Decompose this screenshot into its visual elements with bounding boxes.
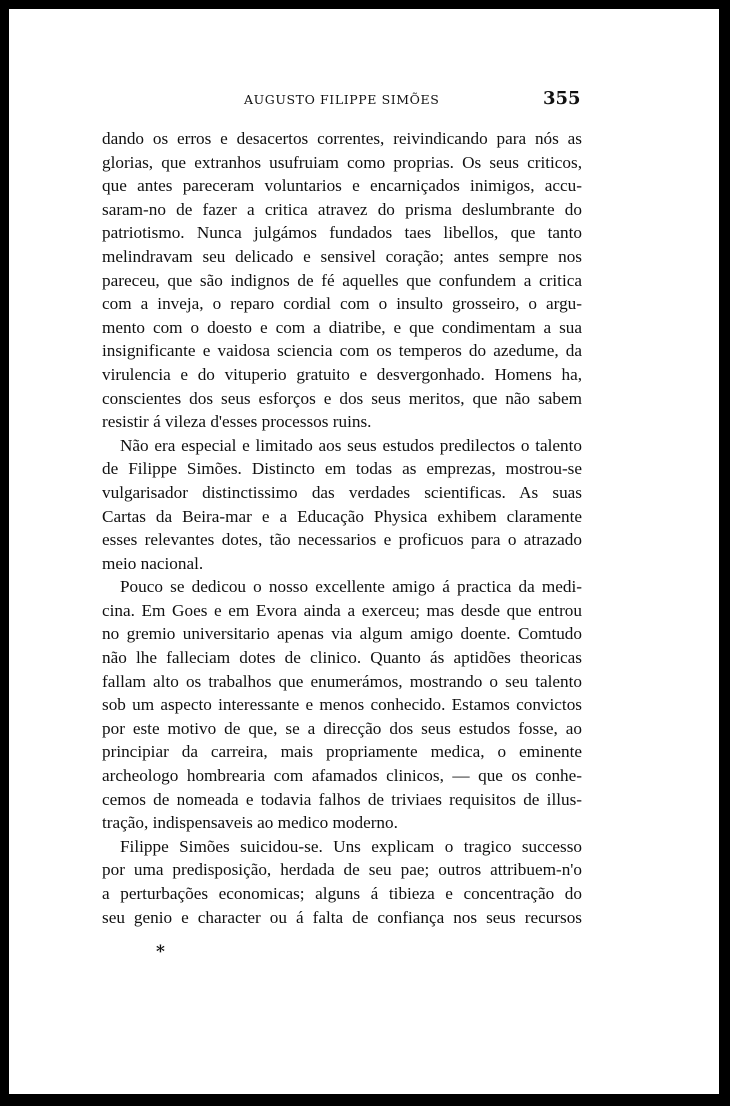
text-line: patriotismo. Nunca julgámos fundados taes libellos, que tanto (102, 223, 582, 243)
text-line: archeologo hombrearia com afamados clinicos, — que os conhe- (102, 766, 582, 786)
text-line: insignificante e vaidosa sciencia com os temperos do azedume, da (102, 341, 582, 361)
text-line: seu genio e character ou á falta de confiança nos seus recursos (102, 907, 582, 927)
text-line: sob um aspecto interessante e menos conhecido. Estamos convictos (102, 695, 582, 715)
text-line: saram-no de fazer a critica atravez do prisma deslumbrante do (102, 199, 582, 219)
text-line: Pouco se dedicou o nosso excellente amigo á practica da medi- (120, 577, 582, 597)
book-page (9, 9, 719, 1094)
text-line: Filippe Simões suicidou-se. Uns explicam o tragico successo (120, 836, 582, 856)
text-line: meio nacional. (102, 553, 204, 573)
text-line: Cartas da Beira-mar e a Educação Physica exhibem claramente (102, 506, 582, 526)
text-line: fallam alto os trabalhos que enumerámos, mostrando o seu talento (102, 671, 582, 691)
text-line: principiar da carreira, mais propriamente medica, o eminente (102, 742, 582, 762)
text-line: cemos de nomeada e todavia falhos de triviaes requisitos de illus- (102, 789, 582, 809)
text-line: virulencia e do vituperio gratuito e desvergonhado. Homens ha, (102, 364, 582, 384)
text-line: com a inveja, o reparo cordial com o insulto grosseiro, o argu- (102, 294, 582, 314)
page-header (9, 88, 719, 112)
text-line: conscientes dos seus esforços e dos seus meritos, que não sabem (102, 388, 582, 408)
text-line: Não era especial e limitado aos seus estudos predilectos o talento (120, 435, 582, 455)
text-line: tração, indispensaveis ao medico moderno. (102, 813, 398, 833)
text-line: pareceu, que são indignos de fé aquelles que confundem a critica (102, 270, 582, 290)
text-line: glorias, que extranhos usufruiam como proprias. Os seus criticos, (102, 152, 582, 172)
text-line: cina. Em Goes e em Evora ainda a exerceu; mas desde que entrou (102, 600, 582, 620)
text-line: por uma predisposição, herdada de seu pae; outros attribuem-n'o (102, 860, 582, 880)
text-line: que antes pareceram voluntarios e encarniçados inimigos, accu- (102, 176, 582, 196)
text-line: dando os erros e desacertos correntes, reivindicando para nós as (102, 129, 582, 148)
text-line: no gremio universitario apenas via algum amigo doente. Comtudo (102, 624, 582, 644)
body-text (102, 127, 582, 929)
text-line: esses relevantes dotes, tão necessarios e proficuos para o atrazado (102, 530, 582, 550)
text-line: mento com o doesto e com a diatribe, e que condimentam a sua (102, 317, 582, 337)
page-number: 355 (543, 88, 581, 109)
text-line: a perturbações economicas; alguns á tibieza e concentração do (102, 884, 582, 903)
text-line: resistir á vileza d'esses processos ruins. (102, 412, 372, 432)
text-line: melindravam seu delicado e sensivel coração; antes sempre nos (102, 246, 582, 266)
footnote-mark: * (156, 942, 165, 962)
running-head: AUGUSTO FILIPPE SIMÕES (244, 92, 440, 107)
text-line: por este motivo de que, se a direcção dos seus estudos fosse, ao (102, 718, 582, 738)
text-line: vulgarisador distinctissimo das verdades scientificas. As suas (102, 482, 582, 502)
text-line: de Filippe Simões. Distincto em todas as emprezas, mostrou-se (102, 459, 582, 479)
text-line: não lhe falleciam dotes de clinico. Quanto ás aptidões theoricas (102, 648, 582, 668)
